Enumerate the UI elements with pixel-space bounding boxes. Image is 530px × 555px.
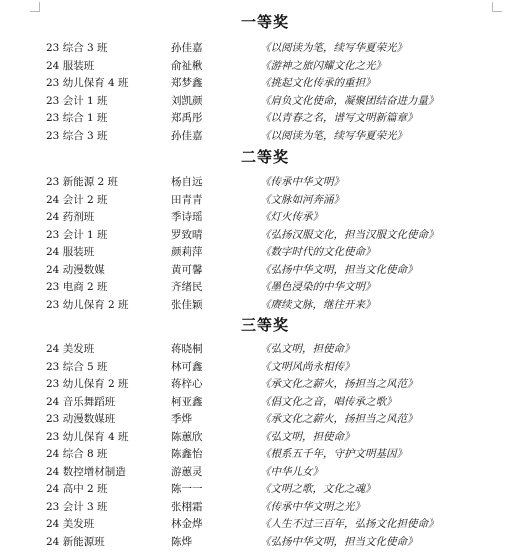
class-name: 23 新能源 2 班 bbox=[46, 176, 119, 188]
class-name: 23 幼儿保育 4 班 bbox=[46, 77, 129, 89]
list-item bbox=[0, 279, 530, 297]
essay-title: 《以阅读为笔，续写华夏荣光》 bbox=[260, 129, 407, 142]
third-prize-list bbox=[0, 341, 530, 551]
class-name: 24 美发班 bbox=[46, 518, 95, 530]
student-name: 孙佳嘉 bbox=[171, 42, 203, 54]
essay-title: 《以阅读为笔，续写华夏荣光》 bbox=[260, 42, 407, 54]
list-item bbox=[0, 209, 530, 227]
class-name: 23 综合 3 班 bbox=[46, 129, 108, 142]
class-name: 23 会计 3 班 bbox=[46, 500, 108, 513]
class-name: 23 综合 1 班 bbox=[46, 112, 108, 124]
class-name: 24 新能源班 bbox=[46, 535, 105, 548]
list-item bbox=[0, 192, 530, 210]
student-name: 季烨 bbox=[171, 413, 192, 425]
list-item bbox=[0, 516, 530, 534]
list-item bbox=[0, 128, 530, 146]
list-item bbox=[0, 110, 530, 128]
class-name: 23 幼儿保育 4 班 bbox=[46, 430, 129, 443]
class-name: 23 综合 5 班 bbox=[46, 360, 108, 373]
essay-title: 《弘扬中华文明，担当文化使命》 bbox=[260, 263, 418, 276]
list-item bbox=[0, 341, 530, 359]
list-item bbox=[0, 40, 530, 58]
list-item bbox=[0, 376, 530, 394]
class-name: 24 会计 2 班 bbox=[46, 193, 108, 206]
student-name: 陈鑫怡 bbox=[171, 448, 203, 460]
essay-title: 《中华儿女》 bbox=[260, 465, 323, 478]
student-name: 郑梦鑫 bbox=[171, 77, 203, 89]
essay-title: 《弘文明，担使命》 bbox=[260, 343, 355, 355]
student-name: 齐绪民 bbox=[171, 281, 203, 293]
class-name: 23 会计 1 班 bbox=[46, 94, 108, 107]
class-name: 24 服装班 bbox=[46, 246, 95, 258]
essay-title: 《以青春之名，谱写文明新篇章》 bbox=[260, 112, 418, 124]
class-name: 23 幼儿保育 2 班 bbox=[46, 298, 129, 311]
class-name: 24 数控增材制造 bbox=[46, 465, 126, 478]
essay-title: 《数字时代的文化使命》 bbox=[260, 246, 376, 258]
list-item bbox=[0, 446, 530, 464]
list-item bbox=[0, 429, 530, 447]
class-name: 24 美发班 bbox=[46, 343, 95, 355]
class-name: 23 电商 2 班 bbox=[46, 281, 108, 293]
essay-title: 《文明风尚永相传》 bbox=[260, 360, 355, 373]
essay-title: 《灯火传承》 bbox=[260, 211, 323, 223]
essay-title: 《弘扬中华文明，担当文化使命》 bbox=[260, 535, 418, 548]
page-corner-mark-left bbox=[30, 2, 40, 12]
student-name: 季诗瑶 bbox=[171, 211, 203, 223]
list-item bbox=[0, 93, 530, 111]
essay-title: 《文脉如河奔涌》 bbox=[260, 193, 344, 206]
class-name: 23 幼儿保育 2 班 bbox=[46, 378, 129, 390]
section-title-first-prize: 一等奖 bbox=[240, 13, 289, 31]
student-name: 孙佳嘉 bbox=[171, 129, 203, 142]
first-prize-list bbox=[0, 40, 530, 145]
student-name: 林金烨 bbox=[171, 518, 203, 530]
student-name: 田青青 bbox=[171, 193, 203, 206]
list-item bbox=[0, 394, 530, 412]
class-name: 23 会计 1 班 bbox=[46, 228, 108, 241]
student-name: 张栩霜 bbox=[171, 500, 203, 513]
list-item bbox=[0, 464, 530, 482]
student-name: 俞祉楸 bbox=[171, 59, 203, 72]
class-name: 24 综合 8 班 bbox=[46, 448, 108, 460]
student-name: 陈烨 bbox=[171, 535, 192, 548]
essay-title: 《根系五千年，守护文明基因》 bbox=[260, 448, 407, 460]
essay-title: 《承文化之薪火，扬担当之风范》 bbox=[260, 413, 418, 425]
essay-title: 《承文化之薪火，扬担当之风范》 bbox=[260, 378, 418, 390]
list-item bbox=[0, 481, 530, 499]
essay-title: 《赓续文脉，继往开来》 bbox=[260, 298, 376, 311]
class-name: 23 动漫数媒班 bbox=[46, 413, 116, 425]
essay-title: 《挑起文化传承的重担》 bbox=[260, 77, 376, 89]
essay-title: 《墨色浸染的中华文明》 bbox=[260, 281, 376, 293]
essay-title: 《传承中华文明》 bbox=[260, 176, 344, 188]
student-name: 陈一一 bbox=[171, 483, 203, 495]
second-prize-list bbox=[0, 174, 530, 314]
class-name: 24 服装班 bbox=[46, 59, 95, 72]
list-item bbox=[0, 359, 530, 377]
student-name: 刘凯颜 bbox=[171, 94, 203, 107]
class-name: 23 综合 3 班 bbox=[46, 42, 108, 54]
page-corner-mark-right bbox=[492, 2, 502, 12]
student-name: 蒋晓桐 bbox=[171, 343, 203, 355]
student-name: 颜莉萍 bbox=[171, 246, 203, 258]
student-name: 陈蕙欣 bbox=[171, 430, 203, 443]
student-name: 张佳颖 bbox=[171, 298, 203, 311]
list-item bbox=[0, 262, 530, 280]
essay-title: 《文明之歌，文化之魂》 bbox=[260, 483, 376, 495]
class-name: 24 动漫数媒 bbox=[46, 263, 105, 276]
list-item bbox=[0, 244, 530, 262]
list-item bbox=[0, 297, 530, 315]
list-item bbox=[0, 58, 530, 76]
essay-title: 《倡文化之音，唱传承之歌》 bbox=[260, 395, 397, 408]
section-title-second-prize: 二等奖 bbox=[240, 148, 289, 166]
essay-title: 《弘扬汉服文化，担当汉服文化使命》 bbox=[260, 228, 439, 241]
essay-title: 《人生不过三百年，弘扬文化担使命》 bbox=[260, 518, 439, 530]
list-item bbox=[0, 174, 530, 192]
essay-title: 《游神之旅闪耀文化之光》 bbox=[260, 59, 386, 72]
student-name: 游蕙灵 bbox=[171, 465, 203, 478]
student-name: 黄可馨 bbox=[171, 263, 203, 276]
list-item bbox=[0, 499, 530, 517]
essay-title: 《弘文明，担使命》 bbox=[260, 430, 355, 443]
class-name: 24 药剂班 bbox=[46, 211, 95, 223]
student-name: 蒋梓心 bbox=[171, 378, 203, 390]
essay-title: 《肩负文化使命，凝聚团结奋进力量》 bbox=[260, 94, 439, 107]
list-item bbox=[0, 75, 530, 93]
section-title-third-prize: 三等奖 bbox=[240, 316, 289, 334]
student-name: 林可鑫 bbox=[171, 360, 203, 373]
list-item bbox=[0, 534, 530, 552]
class-name: 24 高中 2 班 bbox=[46, 483, 108, 495]
class-name: 24 音乐舞蹈班 bbox=[46, 395, 116, 408]
student-name: 郑禹彤 bbox=[171, 112, 203, 124]
student-name: 柯亚鑫 bbox=[171, 395, 203, 408]
student-name: 杨自远 bbox=[171, 176, 203, 188]
student-name: 罗致晴 bbox=[171, 228, 203, 241]
list-item bbox=[0, 411, 530, 429]
list-item bbox=[0, 227, 530, 245]
essay-title: 《传承中华文明之光》 bbox=[260, 500, 365, 513]
